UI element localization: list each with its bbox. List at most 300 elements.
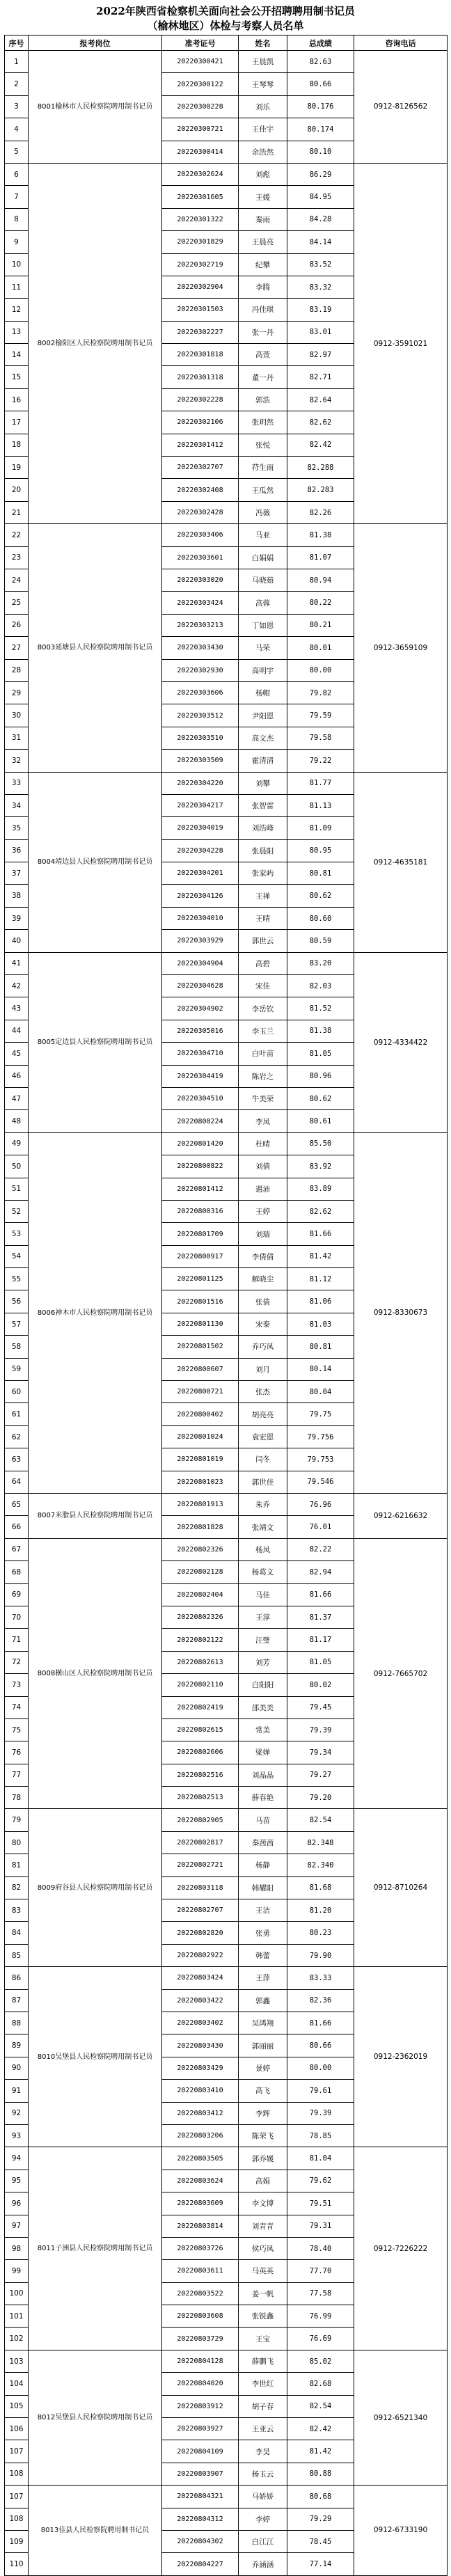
name-cell: 郭世佳 — [239, 1471, 287, 1493]
name-cell: 高文杰 — [239, 727, 287, 749]
seq-cell: 24 — [5, 569, 29, 591]
ticket-cell: 20220803611 — [162, 2260, 239, 2282]
table-row — [5, 163, 448, 185]
position-cell: 8004靖边县人民检察院聘用制书记员 — [29, 772, 162, 952]
score-cell: 81.05 — [287, 1651, 354, 1673]
name-cell: 纪攀 — [239, 253, 287, 276]
seq-cell: 98 — [5, 2237, 29, 2259]
position-cell: 8009府谷县人民检察院聘用制书记员 — [29, 1809, 162, 1967]
phone-cell: 0912-6521340 — [354, 2350, 448, 2485]
score-cell: 81.20 — [287, 1899, 354, 1922]
ticket-cell: 20220302428 — [162, 501, 239, 523]
score-cell: 82.283 — [287, 479, 354, 501]
seq-cell: 42 — [5, 975, 29, 997]
seq-cell: 3 — [5, 95, 29, 118]
score-cell: 79.29 — [287, 2508, 354, 2530]
seq-cell: 91 — [5, 2080, 29, 2102]
table-row — [5, 2147, 448, 2170]
ticket-cell: 20220302106 — [162, 411, 239, 434]
score-cell: 81.37 — [287, 1606, 354, 1628]
seq-cell: 29 — [5, 681, 29, 704]
name-cell: 马佳 — [239, 1583, 287, 1606]
seq-cell: 21 — [5, 501, 29, 523]
ticket-cell: 20220803609 — [162, 2192, 239, 2215]
name-cell: 宋佳 — [239, 975, 287, 997]
score-cell: 80.61 — [287, 1110, 354, 1132]
name-cell: 景婷 — [239, 2057, 287, 2079]
seq-cell: 60 — [5, 1381, 29, 1403]
ticket-cell: 20220304904 — [162, 952, 239, 974]
score-cell: 80.94 — [287, 569, 354, 591]
name-cell: 刘青青 — [239, 2215, 287, 2237]
ticket-cell: 20220301412 — [162, 434, 239, 456]
score-cell: 82.62 — [287, 411, 354, 434]
score-cell: 78.45 — [287, 2530, 354, 2552]
name-cell: 马娇娇 — [239, 2486, 287, 2508]
phone-cell: 0912-2362019 — [354, 1967, 448, 2147]
seq-cell: 1 — [5, 51, 29, 73]
name-cell: 陈荣飞 — [239, 2124, 287, 2147]
name-cell: 尹阳恩 — [239, 704, 287, 727]
document-title — [0, 0, 451, 35]
seq-cell: 58 — [5, 1336, 29, 1358]
ticket-cell: 20220801913 — [162, 1494, 239, 1516]
ticket-cell: 20220304126 — [162, 885, 239, 907]
seq-cell: 84 — [5, 1922, 29, 1944]
score-cell: 79.58 — [287, 727, 354, 749]
name-cell: 张智雷 — [239, 794, 287, 816]
score-cell: 81.04 — [287, 2147, 354, 2170]
name-cell: 高蓉 — [239, 592, 287, 614]
name-cell: 马苗 — [239, 1809, 287, 1831]
score-cell: 80.10 — [287, 141, 354, 163]
score-cell: 81.13 — [287, 794, 354, 816]
score-cell: 80.62 — [287, 885, 354, 907]
name-cell: 张靖文 — [239, 1516, 287, 1538]
score-cell: 81.77 — [287, 772, 354, 794]
score-cell: 80.66 — [287, 2034, 354, 2057]
score-cell: 80.21 — [287, 614, 354, 636]
ticket-cell: 20220304419 — [162, 1065, 239, 1087]
header-score: 总成绩 — [287, 35, 354, 51]
ticket-cell: 20220803624 — [162, 2170, 239, 2192]
seq-cell: 63 — [5, 1448, 29, 1471]
ticket-cell: 20220303509 — [162, 750, 239, 772]
score-cell: 82.54 — [287, 1809, 354, 1831]
table-body — [5, 51, 448, 2576]
name-cell: 王宝 — [239, 2328, 287, 2350]
seq-cell: 79 — [5, 1809, 29, 1831]
ticket-cell: 20220301829 — [162, 231, 239, 253]
ticket-cell: 20220300414 — [162, 141, 239, 163]
name-cell: 李倩倩 — [239, 1245, 287, 1267]
score-cell: 81.38 — [287, 524, 354, 546]
name-cell: 张锐鑫 — [239, 2305, 287, 2328]
seq-cell: 107 — [5, 2486, 29, 2508]
table-row — [5, 524, 448, 546]
ticket-cell: 20220802922 — [162, 1944, 239, 1966]
score-cell: 81.07 — [287, 546, 354, 569]
seq-cell: 38 — [5, 885, 29, 907]
name-cell: 杜晴 — [239, 1132, 287, 1155]
score-cell: 81.03 — [287, 1313, 354, 1335]
seq-cell: 50 — [5, 1155, 29, 1178]
name-cell: 遇沛 — [239, 1178, 287, 1200]
score-cell: 85.50 — [287, 1132, 354, 1155]
ticket-cell: 20220301322 — [162, 208, 239, 230]
ticket-cell: 20220800402 — [162, 1403, 239, 1425]
ticket-cell: 20220803118 — [162, 1876, 239, 1899]
seq-cell: 67 — [5, 1538, 29, 1560]
name-cell: 薛春艳 — [239, 1787, 287, 1809]
name-cell: 牛美荣 — [239, 1087, 287, 1109]
score-cell: 86.29 — [287, 163, 354, 185]
header-ticket: 准考证号 — [162, 35, 239, 51]
name-cell: 王琴琴 — [239, 73, 287, 95]
seq-cell: 107 — [5, 2440, 29, 2463]
ticket-cell: 20220803608 — [162, 2305, 239, 2328]
table-row — [5, 1538, 448, 1560]
phone-cell: 0912-7665702 — [354, 1538, 448, 1809]
table-header-row — [5, 35, 448, 51]
seq-cell: 33 — [5, 772, 29, 794]
ticket-cell: 20220803410 — [162, 2080, 239, 2102]
ticket-cell: 20220803402 — [162, 2012, 239, 2034]
ticket-cell: 20220302228 — [162, 388, 239, 411]
seq-cell: 95 — [5, 2170, 29, 2192]
score-cell: 80.59 — [287, 930, 354, 952]
seq-cell: 108 — [5, 2463, 29, 2485]
score-cell: 81.52 — [287, 997, 354, 1020]
score-cell: 79.45 — [287, 1696, 354, 1718]
seq-cell: 90 — [5, 2057, 29, 2079]
ticket-cell: 20220804227 — [162, 2553, 239, 2575]
name-cell: 白叶苗 — [239, 1043, 287, 1065]
score-cell: 81.42 — [287, 2440, 354, 2463]
seq-cell: 27 — [5, 637, 29, 659]
name-cell: 侯巧凤 — [239, 2237, 287, 2259]
table-row — [5, 1967, 448, 1989]
name-cell: 马亚 — [239, 524, 287, 546]
score-cell: 80.01 — [287, 637, 354, 659]
table-row — [5, 1132, 448, 1155]
ticket-cell: 20220303020 — [162, 569, 239, 591]
ticket-cell: 20220302408 — [162, 479, 239, 501]
ticket-cell: 20220304710 — [162, 1043, 239, 1065]
name-cell: 白娟娟 — [239, 546, 287, 569]
seq-cell: 109 — [5, 2530, 29, 2552]
name-cell: 袁宏恩 — [239, 1425, 287, 1448]
seq-cell: 55 — [5, 1268, 29, 1290]
name-cell: 王婷 — [239, 1200, 287, 1222]
phone-cell: 0912-4334422 — [354, 952, 448, 1132]
score-cell: 81.06 — [287, 1290, 354, 1313]
ticket-cell: 20220304010 — [162, 907, 239, 929]
ticket-cell: 20220800316 — [162, 1200, 239, 1222]
name-cell: 张悦 — [239, 434, 287, 456]
seq-cell: 80 — [5, 1831, 29, 1854]
name-cell: 杨葛文 — [239, 1561, 287, 1583]
name-cell: 姜一帆 — [239, 2282, 287, 2305]
position-cell: 8005定边县人民检察院聘用制书记员 — [29, 952, 162, 1132]
name-cell: 刘倩 — [239, 1155, 287, 1178]
name-cell: 刘月 — [239, 1358, 287, 1380]
name-cell: 刘芳 — [239, 1651, 287, 1673]
ticket-cell: 20220302904 — [162, 276, 239, 298]
ticket-cell: 20220304201 — [162, 862, 239, 885]
seq-cell: 75 — [5, 1718, 29, 1741]
ticket-cell: 20220304902 — [162, 997, 239, 1020]
seq-cell: 6 — [5, 163, 29, 185]
score-cell: 79.34 — [287, 1741, 354, 1764]
ticket-cell: 20220800224 — [162, 1110, 239, 1132]
name-cell: 刘瑞 — [239, 1223, 287, 1245]
seq-cell: 61 — [5, 1403, 29, 1425]
ticket-cell: 20220802516 — [162, 1764, 239, 1786]
name-cell: 李婷 — [239, 2508, 287, 2530]
score-cell: 79.39 — [287, 1718, 354, 1741]
position-cell: 8012吴堡县人民检察院聘用制书记员 — [29, 2350, 162, 2485]
score-cell: 79.61 — [287, 2080, 354, 2102]
seq-cell: 78 — [5, 1787, 29, 1809]
name-cell: 汪璧 — [239, 1629, 287, 1651]
name-cell: 刘彪 — [239, 163, 287, 185]
name-cell: 李腾 — [239, 276, 287, 298]
score-cell: 80.00 — [287, 659, 354, 681]
name-cell: 丁如恩 — [239, 614, 287, 636]
name-cell: 韩蕾 — [239, 1944, 287, 1966]
ticket-cell: 20220804020 — [162, 2373, 239, 2395]
seq-cell: 62 — [5, 1425, 29, 1448]
name-cell: 吴鸿翔 — [239, 2012, 287, 2034]
score-cell: 82.340 — [287, 1854, 354, 1876]
score-cell: 82.62 — [287, 1200, 354, 1222]
name-cell: 高飞 — [239, 2080, 287, 2102]
score-cell: 84.14 — [287, 231, 354, 253]
name-cell: 冯薇 — [239, 501, 287, 523]
score-cell: 81.42 — [287, 1245, 354, 1267]
score-cell: 80.60 — [287, 907, 354, 929]
name-cell: 李凤 — [239, 1110, 287, 1132]
score-cell: 82.97 — [287, 344, 354, 366]
score-cell: 83.89 — [287, 1178, 354, 1200]
score-cell: 81.12 — [287, 1268, 354, 1290]
name-cell: 郭浩 — [239, 388, 287, 411]
score-cell: 79.753 — [287, 1448, 354, 1471]
ticket-cell: 20220303606 — [162, 681, 239, 704]
seq-cell: 85 — [5, 1944, 29, 1966]
score-cell: 80.176 — [287, 95, 354, 118]
score-cell: 81.66 — [287, 1223, 354, 1245]
ticket-cell: 20220302707 — [162, 457, 239, 479]
phone-cell: 0912-3591021 — [354, 163, 448, 523]
score-cell: 81.68 — [287, 1876, 354, 1899]
ticket-cell: 20220802419 — [162, 1696, 239, 1718]
name-cell: 白江江 — [239, 2530, 287, 2552]
seq-cell: 2 — [5, 73, 29, 95]
ticket-cell: 20220802128 — [162, 1561, 239, 1583]
position-cell: 8010吴堡县人民检察院聘用制书记员 — [29, 1967, 162, 2147]
score-cell: 79.82 — [287, 681, 354, 704]
name-cell: 张倩 — [239, 1290, 287, 1313]
ticket-cell: 20220804109 — [162, 2440, 239, 2463]
score-cell: 79.75 — [287, 1403, 354, 1425]
ticket-cell: 20220803522 — [162, 2282, 239, 2305]
name-cell: 杨玉云 — [239, 2463, 287, 2485]
name-cell: 王淳 — [239, 1606, 287, 1628]
name-cell: 杨静 — [239, 1854, 287, 1876]
candidate-table — [4, 35, 448, 2576]
seq-cell: 49 — [5, 1132, 29, 1155]
ticket-cell: 20220802326 — [162, 1606, 239, 1628]
ticket-cell: 20220304228 — [162, 839, 239, 862]
position-cell: 8006神木市人民检察院聘用制书记员 — [29, 1132, 162, 1493]
name-cell: 郭丽丽 — [239, 2034, 287, 2057]
seq-cell: 16 — [5, 388, 29, 411]
ticket-cell: 20220302930 — [162, 659, 239, 681]
ticket-cell: 20220803429 — [162, 2057, 239, 2079]
name-cell: 马晓茹 — [239, 569, 287, 591]
title-line-1: 2022年陕西省检察机关面向社会公开招聘聘用制书记员 — [96, 5, 355, 17]
seq-cell: 45 — [5, 1043, 29, 1065]
name-cell: 高碧 — [239, 952, 287, 974]
name-cell: 乔涵涵 — [239, 2553, 287, 2575]
ticket-cell: 20220803912 — [162, 2395, 239, 2417]
ticket-cell: 20220303512 — [162, 704, 239, 727]
seq-cell: 43 — [5, 997, 29, 1020]
score-cell: 80.22 — [287, 592, 354, 614]
ticket-cell: 20220300122 — [162, 73, 239, 95]
score-cell: 80.14 — [287, 1358, 354, 1380]
seq-cell: 83 — [5, 1899, 29, 1922]
score-cell: 79.90 — [287, 1944, 354, 1966]
seq-cell: 46 — [5, 1065, 29, 1087]
name-cell: 秦雨 — [239, 208, 287, 230]
name-cell: 朱乔 — [239, 1494, 287, 1516]
score-cell: 82.64 — [287, 388, 354, 411]
score-cell: 83.32 — [287, 276, 354, 298]
seq-cell: 23 — [5, 546, 29, 569]
phone-cell: 0912-6733190 — [354, 2486, 448, 2576]
ticket-cell: 20220803505 — [162, 2147, 239, 2170]
name-cell: 王媛 — [239, 186, 287, 208]
name-cell: 宋泰 — [239, 1313, 287, 1335]
name-cell: 王亚云 — [239, 2418, 287, 2440]
score-cell: 82.42 — [287, 2418, 354, 2440]
seq-cell: 89 — [5, 2034, 29, 2057]
ticket-cell: 20220801420 — [162, 1132, 239, 1155]
name-cell: 高萱 — [239, 344, 287, 366]
seq-cell: 103 — [5, 2350, 29, 2372]
ticket-cell: 20220305016 — [162, 1020, 239, 1042]
name-cell: 李岳钦 — [239, 997, 287, 1020]
name-cell: 李世红 — [239, 2373, 287, 2395]
seq-cell: 77 — [5, 1764, 29, 1786]
seq-cell: 12 — [5, 299, 29, 321]
seq-cell: 93 — [5, 2124, 29, 2147]
score-cell: 83.01 — [287, 321, 354, 343]
seq-cell: 74 — [5, 1696, 29, 1718]
ticket-cell: 20220802606 — [162, 1741, 239, 1764]
name-cell: 霍清清 — [239, 750, 287, 772]
table-row — [5, 1809, 448, 1831]
ticket-cell: 20220301503 — [162, 299, 239, 321]
seq-cell: 22 — [5, 524, 29, 546]
seq-cell: 105 — [5, 2395, 29, 2417]
seq-cell: 69 — [5, 1583, 29, 1606]
ticket-cell: 20220802721 — [162, 1854, 239, 1876]
position-cell: 8001榆林市人民检察院聘用制书记员 — [29, 51, 162, 164]
ticket-cell: 20220804302 — [162, 2530, 239, 2552]
name-cell: 胡子春 — [239, 2395, 287, 2417]
score-cell: 81.09 — [287, 817, 354, 839]
position-cell: 8007米脂县人民检察院聘用制书记员 — [29, 1494, 162, 1539]
phone-cell: 0912-4635181 — [354, 772, 448, 952]
score-cell: 79.756 — [287, 1425, 354, 1448]
name-cell: 张杰 — [239, 1381, 287, 1403]
seq-cell: 39 — [5, 907, 29, 929]
score-cell: 80.02 — [287, 1674, 354, 1696]
name-cell: 董一丹 — [239, 366, 287, 388]
name-cell: 李辉 — [239, 2102, 287, 2124]
name-cell: 马荣 — [239, 637, 287, 659]
name-cell: 王洁 — [239, 1899, 287, 1922]
seq-cell: 17 — [5, 411, 29, 434]
name-cell: 白阳阳 — [239, 1674, 287, 1696]
seq-cell: 68 — [5, 1561, 29, 1583]
score-cell: 83.33 — [287, 1967, 354, 1989]
seq-cell: 56 — [5, 1290, 29, 1313]
score-cell: 82.36 — [287, 1989, 354, 2012]
score-cell: 83.52 — [287, 253, 354, 276]
ticket-cell: 20220803412 — [162, 2102, 239, 2124]
name-cell: 梁婵 — [239, 1741, 287, 1764]
seq-cell: 87 — [5, 1989, 29, 2012]
score-cell: 80.62 — [287, 1087, 354, 1109]
seq-cell: 86 — [5, 1967, 29, 1989]
ticket-cell: 20220801516 — [162, 1290, 239, 1313]
name-cell: 李昊 — [239, 2440, 287, 2463]
score-cell: 82.03 — [287, 975, 354, 997]
score-cell: 81.05 — [287, 1043, 354, 1065]
score-cell: 79.27 — [287, 1764, 354, 1786]
score-cell: 80.174 — [287, 118, 354, 141]
name-cell: 刘晶晶 — [239, 1764, 287, 1786]
ticket-cell: 20220803927 — [162, 2418, 239, 2440]
score-cell: 82.63 — [287, 51, 354, 73]
seq-cell: 5 — [5, 141, 29, 163]
table-row — [5, 772, 448, 794]
ticket-cell: 20220301818 — [162, 344, 239, 366]
ticket-cell: 20220803814 — [162, 2215, 239, 2237]
seq-cell: 100 — [5, 2282, 29, 2305]
table-row — [5, 2350, 448, 2372]
ticket-cell: 20220803206 — [162, 2124, 239, 2147]
ticket-cell: 20220301605 — [162, 186, 239, 208]
name-cell: 解晓尘 — [239, 1268, 287, 1290]
phone-cell: 0912-3659109 — [354, 524, 448, 772]
seq-cell: 44 — [5, 1020, 29, 1042]
seq-cell: 9 — [5, 231, 29, 253]
score-cell: 79.31 — [287, 2215, 354, 2237]
name-cell: 王晨亮 — [239, 231, 287, 253]
score-cell: 76.01 — [287, 1516, 354, 1538]
score-cell: 80.81 — [287, 862, 354, 885]
ticket-cell: 20220303510 — [162, 727, 239, 749]
name-cell: 刘乐 — [239, 95, 287, 118]
name-cell: 韩耀阳 — [239, 1876, 287, 1899]
seq-cell: 26 — [5, 614, 29, 636]
